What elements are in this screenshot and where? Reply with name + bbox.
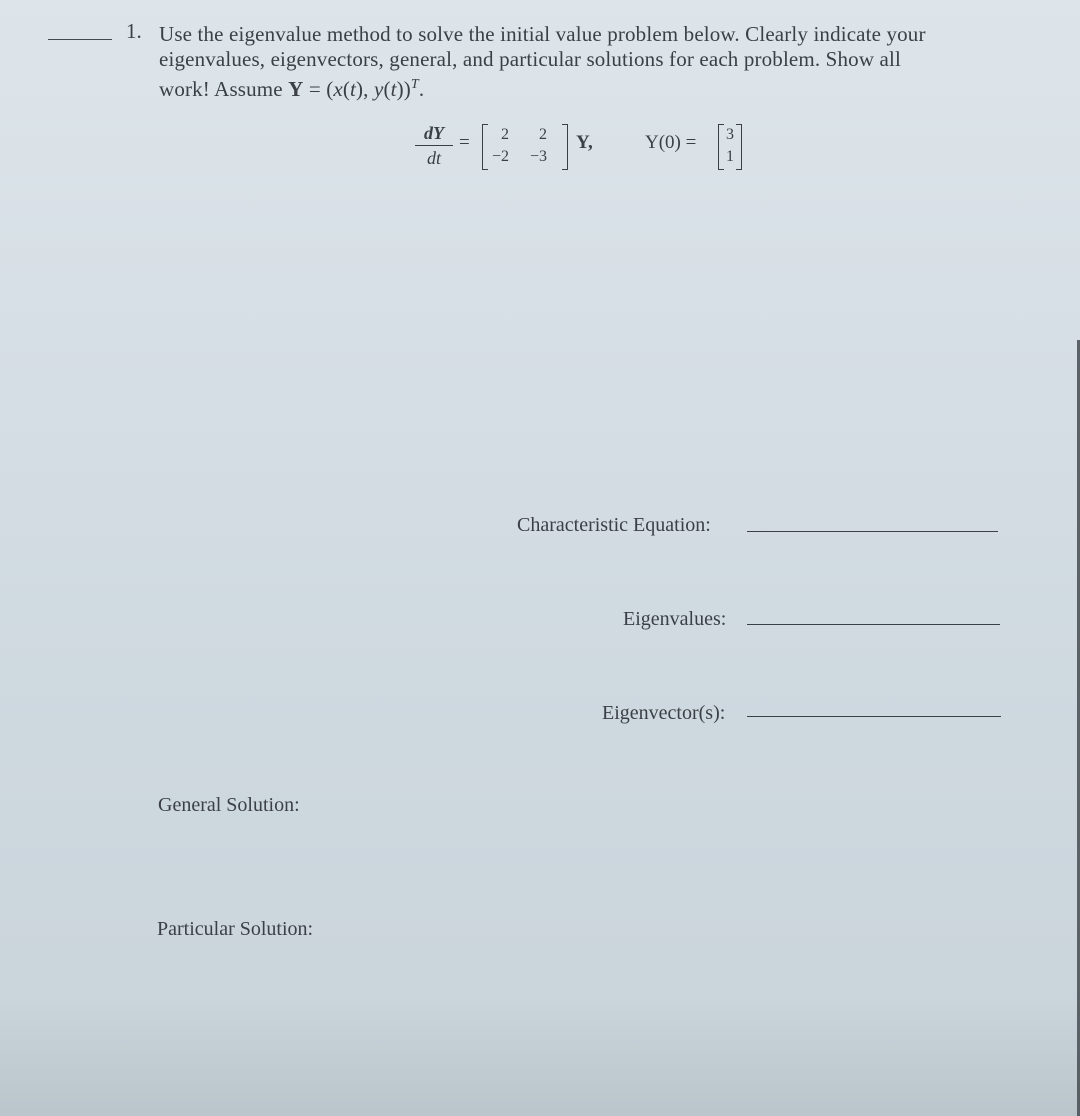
equals-sign: = — [459, 132, 470, 153]
var-t: t — [390, 77, 397, 101]
initial-y0: 1 — [726, 148, 734, 165]
transpose-T: T — [410, 77, 419, 92]
fraction-numerator: dY — [424, 123, 444, 143]
general-solution-label: General Solution: — [158, 794, 300, 816]
prompt-line-3 — [159, 72, 1004, 102]
prompt-text: ( — [342, 77, 351, 101]
vector-Y-label: Y, — [576, 132, 593, 153]
eigenvectors-label: Eigenvector(s): — [602, 702, 726, 724]
vector-left-bracket — [718, 124, 724, 170]
fraction-bar — [415, 145, 453, 146]
derivative-fraction — [413, 122, 455, 169]
fraction-denominator: dt — [426, 148, 441, 168]
matrix-a11: 2 — [501, 126, 509, 143]
initial-vector — [718, 124, 746, 168]
matrix-a22: −3 — [530, 148, 548, 165]
prompt-line-1: Use the eigenvalue method to solve the initial value problem below. Clearly indicate your — [159, 22, 926, 46]
vector-Y: Y — [288, 77, 304, 101]
initial-condition-label: Y(0) = — [645, 132, 697, 153]
question-prompt — [159, 22, 1004, 102]
var-y: y — [373, 77, 384, 101]
vector-right-bracket — [736, 124, 742, 170]
prompt-text: ( — [383, 77, 391, 101]
prompt-text: = ( — [303, 77, 334, 101]
prompt-text: ), — [356, 77, 374, 101]
eigenvalues-label: Eigenvalues: — [623, 608, 727, 630]
matrix-a12: 2 — [539, 126, 547, 143]
var-t: t — [350, 77, 357, 101]
prompt-text: . — [418, 77, 425, 101]
prompt-text: work! Assume — [159, 77, 289, 101]
characteristic-equation-answer-line[interactable] — [747, 531, 998, 532]
matrix-a21: −2 — [492, 148, 510, 165]
coefficient-matrix — [482, 124, 570, 168]
score-blank-line[interactable] — [48, 39, 112, 40]
question-number: 1. — [126, 19, 142, 43]
particular-solution-label: Particular Solution: — [157, 918, 314, 940]
eigenvectors-answer-line[interactable] — [747, 716, 1001, 717]
eigenvalues-answer-line[interactable] — [747, 624, 1000, 625]
matrix-right-bracket — [562, 124, 568, 170]
initial-x0: 3 — [726, 126, 734, 143]
prompt-line-2: eigenvalues, eigenvectors, general, and particular solutions for each problem. Show all — [159, 47, 901, 71]
var-x: x — [333, 77, 343, 101]
matrix-left-bracket — [482, 124, 488, 170]
prompt-text: )) — [396, 77, 411, 101]
characteristic-equation-label: Characteristic Equation: — [517, 514, 711, 536]
bottom-shading — [0, 996, 1080, 1116]
ode-equation — [405, 122, 765, 186]
